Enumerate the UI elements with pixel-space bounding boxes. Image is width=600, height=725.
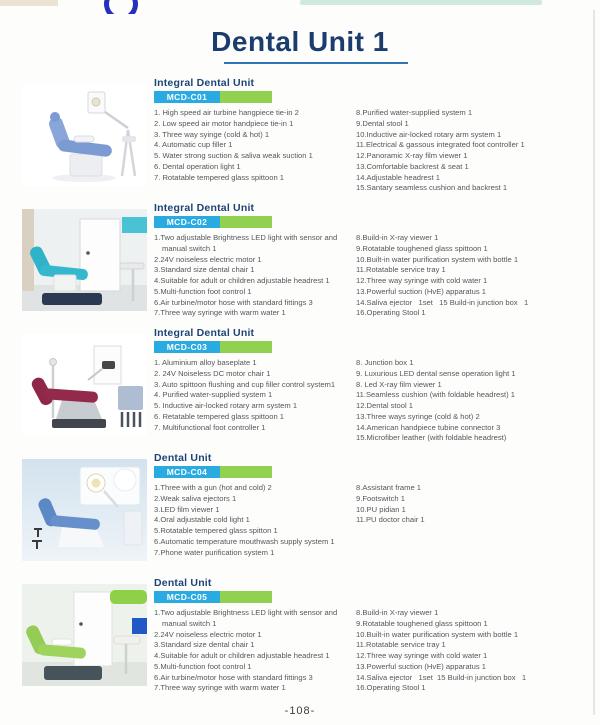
feature-item: 14.Saliva ejector 1set 15 Build-in junction box 1 xyxy=(356,672,527,682)
header-teal-bar xyxy=(300,0,542,5)
model-badge: MCD-C02 xyxy=(154,216,220,228)
feature-item: 13.Powerful suction (HvE) apparatus 1 xyxy=(356,661,487,671)
feature-columns xyxy=(154,358,600,444)
feature-list-right xyxy=(356,483,600,558)
feature-item: 5.Rotatable tempered glass spitton 1 xyxy=(154,526,278,536)
color-badge xyxy=(220,591,272,603)
feature-item: 8. Junction box 1 xyxy=(356,358,414,367)
feature-item: 16.Operating Stool 1 xyxy=(356,308,426,318)
badge-row xyxy=(154,91,600,103)
feature-item: 9.Rotatable toughened glass spittoon 1 xyxy=(356,243,488,253)
feature-item: 1. High speed air turbine hangpiece tie-in 2 xyxy=(154,108,299,117)
feature-item: 9.Rotatable toughened glass spittoon 1 xyxy=(356,618,488,628)
feature-list-left xyxy=(154,358,356,444)
section-heading: Dental Unit xyxy=(154,452,212,464)
feature-item: 8.Build-in X-ray viewer 1 xyxy=(356,233,439,242)
feature-item: 5. Water strong suction & saliva weak suction 1 xyxy=(154,151,313,161)
page-title: Dental Unit 1 xyxy=(211,26,389,57)
feature-item: 2. 24V Noiseless DC motor chair 1 xyxy=(154,368,271,378)
feature-item: 7. Rotatable tempered glass spittoon 1 xyxy=(154,172,285,182)
color-badge xyxy=(220,341,272,353)
feature-item: 4.Suitable for adult or children adjustable headrest 1 xyxy=(154,276,330,286)
feature-item: 5.Multi-function foot control 1 xyxy=(154,661,252,671)
feature-item: 12.Three way syringe with cold water 1 xyxy=(356,276,488,286)
badge-row xyxy=(154,341,600,353)
dental-chair-illustration xyxy=(22,459,147,561)
feature-item: 7.Three way syringe with warm water 1 xyxy=(154,683,286,693)
feature-item: 4.Suitable for adult or children adjustable headrest 1 xyxy=(154,651,330,661)
feature-columns xyxy=(154,233,600,319)
feature-item: 11.Rotatable service tray 1 xyxy=(356,265,446,275)
feature-list-right xyxy=(356,608,600,694)
product-sections xyxy=(0,74,600,699)
feature-item: 2.24V noiseless electric motor 1 xyxy=(154,629,262,639)
feature-columns xyxy=(154,608,600,694)
feature-item: 7.Phone water purification system 1 xyxy=(154,547,275,557)
feature-item: 1.Two adjustable Brightness LED light with sensor and manual switch 1 xyxy=(154,233,340,253)
feature-list-left xyxy=(154,483,356,558)
feature-item: 2.Weak saliva ejectors 1 xyxy=(154,493,237,503)
feature-item: 7. Multifunctional foot controller 1 xyxy=(154,422,266,432)
feature-item: 8.Build-in X-ray viewer 1 xyxy=(356,608,439,617)
feature-item: 6.Air turbine/motor hose with standard fittings 3 xyxy=(154,672,313,682)
feature-item: 10.Inductive air-locked rotary arm system 1 xyxy=(356,129,502,139)
product-section-mcd-c02 xyxy=(0,199,600,324)
feature-item: 10.Built-in water purification system with bottle 1 xyxy=(356,254,519,264)
model-badge: MCD-C04 xyxy=(154,466,220,478)
feature-list-left xyxy=(154,233,356,319)
section-content xyxy=(150,74,600,199)
feature-item: 3.Standard size dental chair 1 xyxy=(154,265,255,275)
badge-row xyxy=(154,466,600,478)
feature-item: 11.PU doctor chair 1 xyxy=(356,515,425,525)
feature-item: 13.Comfortable backrest & seat 1 xyxy=(356,161,469,171)
dental-chair-photo-mcd-c04 xyxy=(22,449,150,574)
feature-item: 11.Electrical & gassous integrated foot controller 1 xyxy=(356,140,525,150)
feature-list-left xyxy=(154,108,356,194)
dental-chair-illustration xyxy=(22,84,147,186)
product-section-mcd-c05 xyxy=(0,574,600,699)
section-content xyxy=(150,449,600,574)
page-number: -108- xyxy=(284,705,316,717)
dental-chair-illustration xyxy=(22,584,147,686)
model-badge: MCD-C05 xyxy=(154,591,220,603)
feature-item: 4. Automatic cup filler 1 xyxy=(154,140,233,150)
feature-item: 3. Three way syinge (cold & hot) 1 xyxy=(154,129,270,139)
section-content xyxy=(150,199,600,324)
feature-item: 10.Built-in water purification system with bottle 1 xyxy=(356,629,519,639)
feature-list-right xyxy=(356,358,600,444)
feature-item: 4.Oral adjustable cold light 1 xyxy=(154,515,250,525)
feature-item: 11.Rotatable service tray 1 xyxy=(356,640,446,650)
feature-item: 1.Two adjustable Brightness LED light with sensor and manual switch 1 xyxy=(154,608,340,628)
color-badge xyxy=(220,91,272,103)
dental-chair-photo-mcd-c02 xyxy=(22,199,150,324)
feature-item: 16.Operating Stool 1 xyxy=(356,683,426,693)
feature-item: 12.Dental stool 1 xyxy=(356,401,413,411)
dental-chair-photo-mcd-c03 xyxy=(22,324,150,449)
feature-columns xyxy=(154,483,600,558)
feature-item: 15.Santary seamless cushion and backrest 1 xyxy=(356,183,508,193)
section-content xyxy=(150,574,600,699)
feature-item: 6.Air turbine/motor hose with standard fittings 3 xyxy=(154,297,313,307)
feature-item: 2.24V noiseless electric motor 1 xyxy=(154,254,262,264)
feature-item: 4. Purified water-supplied system 1 xyxy=(154,390,273,400)
feature-item: 14.Saliva ejector 1set 15 Build-in junction box 1 xyxy=(356,297,529,307)
feature-item: 5.Multi-function foot control 1 xyxy=(154,286,252,296)
product-section-mcd-c03 xyxy=(0,324,600,449)
color-badge xyxy=(220,216,272,228)
feature-item: 3. Auto spittoon flushing and cup filler control system1 xyxy=(154,379,336,389)
section-heading: Integral Dental Unit xyxy=(154,202,255,214)
model-badge: MCD-C01 xyxy=(154,91,220,103)
feature-item: 9.Dental stool 1 xyxy=(356,118,409,128)
color-badge xyxy=(220,466,272,478)
badge-row xyxy=(154,591,600,603)
dental-chair-photo-mcd-c01 xyxy=(22,74,150,199)
feature-item: 2. Low speed air motor handpiece tie-in 1 xyxy=(154,118,294,128)
feature-item: 1.Three with a gun (hot and cold) 2 xyxy=(154,483,272,492)
feature-item: 8.Purified water-supplied system 1 xyxy=(356,108,473,117)
feature-item: 9.Footswitch 1 xyxy=(356,493,405,503)
feature-item: 1. Aluminium alloy baseplate 1 xyxy=(154,358,257,367)
feature-item: 14.Adjustable headrest 1 xyxy=(356,172,441,182)
feature-list-left xyxy=(154,608,356,694)
feature-item: 12.Three way syringe with cold water 1 xyxy=(356,651,488,661)
feature-item: 8. Led X-ray film viewer 1 xyxy=(356,379,442,389)
dental-chair-illustration xyxy=(22,209,147,311)
feature-list-right xyxy=(356,233,600,319)
feature-columns xyxy=(154,108,600,194)
badge-row xyxy=(154,216,600,228)
product-section-mcd-c01 xyxy=(0,74,600,199)
dental-chair-illustration xyxy=(22,334,147,436)
feature-item: 12.Panoramic X-ray film viewer 1 xyxy=(356,151,468,161)
feature-list-right xyxy=(356,108,600,194)
section-content xyxy=(150,324,600,449)
feature-item: 10.PU pidian 1 xyxy=(356,504,406,514)
feature-item: 13.Three ways syringe (cold & hot) 2 xyxy=(356,411,480,421)
title-underline xyxy=(224,62,408,64)
feature-item: 6.Automatic temperature mouthwash supply system 1 xyxy=(154,536,335,546)
section-heading: Integral Dental Unit xyxy=(154,77,255,89)
scan-artifact-strip xyxy=(0,0,58,6)
section-heading: Integral Dental Unit xyxy=(154,327,255,339)
product-section-mcd-c04 xyxy=(0,449,600,574)
feature-item: 11.Seamless cushion (with foldable headrest) 1 xyxy=(356,390,515,400)
feature-item: 6. Retatable tempered glass spittoon 1 xyxy=(154,411,285,421)
feature-item: 3.Standard size dental chair 1 xyxy=(154,640,255,650)
feature-item: 9. Luxurious LED dental sense operation light 1 xyxy=(356,368,516,378)
feature-item: 15.Microfiber leather (with foldable headrest) xyxy=(356,433,507,443)
feature-item: 8.Assistant frame 1 xyxy=(356,483,421,492)
partial-logo-icon xyxy=(104,0,140,14)
model-badge: MCD-C03 xyxy=(154,341,220,353)
feature-item: 13.Powerful suction (HvE) apparatus 1 xyxy=(356,286,487,296)
section-heading: Dental Unit xyxy=(154,577,212,589)
feature-item: 14.American handpiece tubine connector 3 xyxy=(356,422,501,432)
feature-item: 6. Dental operation light 1 xyxy=(154,161,241,171)
feature-item: 7.Three way syringe with warm water 1 xyxy=(154,308,286,318)
feature-item: 5. Inductive air-locked rotary arm system 1 xyxy=(154,401,298,411)
dental-chair-photo-mcd-c05 xyxy=(22,574,150,699)
feature-item: 3.LED film viewer 1 xyxy=(154,504,220,514)
